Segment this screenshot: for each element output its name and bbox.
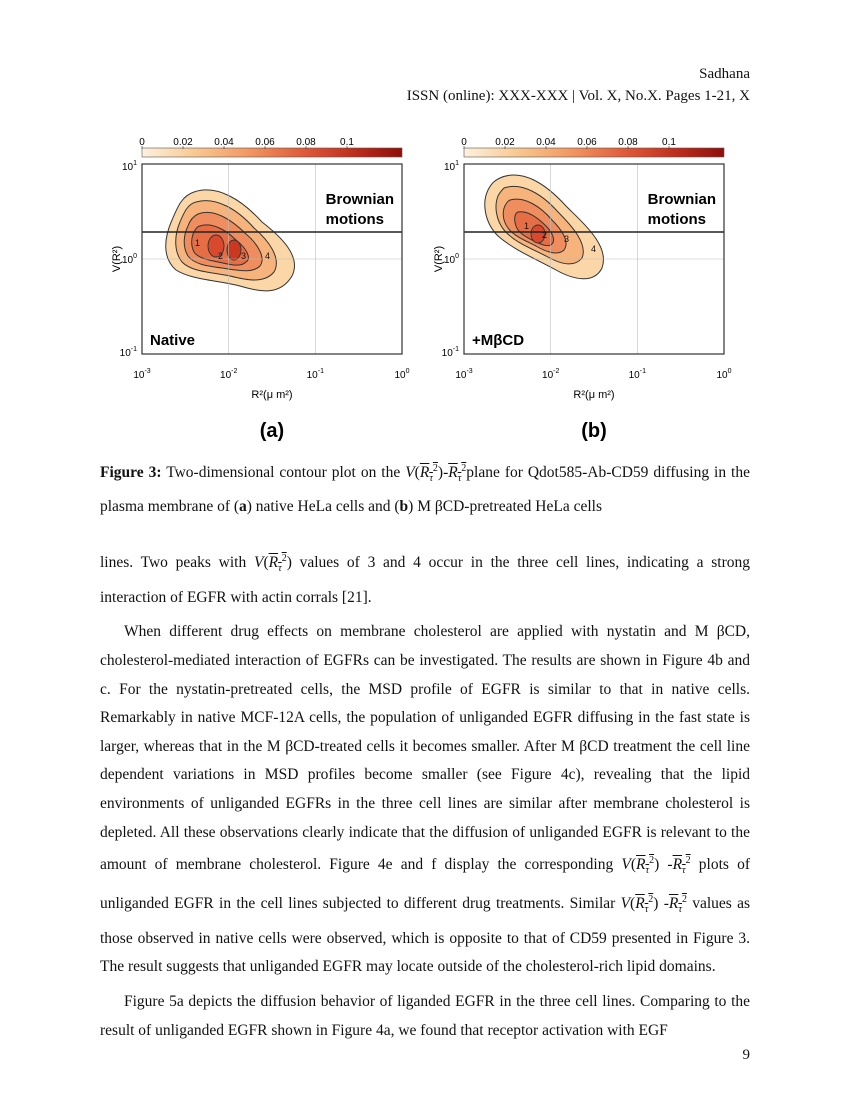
colorbar-tick-label: 0 <box>461 137 467 148</box>
peak-label-2: 2 <box>218 251 224 261</box>
y-tick-label: $10^{-1}$ <box>119 346 137 359</box>
x-tick-label: $10^0$ <box>716 368 732 381</box>
caption-ref-a: a <box>239 498 247 516</box>
plot-area <box>142 164 402 354</box>
colorbar-tick-label: 0.06 <box>255 137 275 148</box>
page-number: 9 <box>742 1047 750 1063</box>
caption-math: $V(R_\tau^2)-R_\tau^2$ <box>405 463 467 485</box>
peak-label-1: 1 <box>195 238 201 248</box>
peak-label-4: 4 <box>591 244 597 254</box>
region-label-line2: motions <box>325 211 384 228</box>
y-axis-label: V(R²) <box>433 245 445 273</box>
y-tick-label: $10^1$ <box>121 160 137 173</box>
x-tick-label: $10^{-2}$ <box>220 368 238 381</box>
colorbar-tick-label: 0.06 <box>577 137 597 148</box>
colorbar-tick-label: 0.02 <box>173 137 193 148</box>
caption-text-2: plane for Qdot585-Ab-CD59 diffusing in the plasma membrane of ( <box>100 464 750 516</box>
y-tick-label: $10^0$ <box>121 253 137 266</box>
colorbar-tick-label: 0.04 <box>536 137 556 148</box>
y-axis-label: V(R²) <box>111 245 123 273</box>
x-tick-label: $10^{-1}$ <box>628 368 646 381</box>
colorbar-ticks <box>461 137 676 149</box>
x-tick-label: $10^{-2}$ <box>542 368 560 381</box>
colorbar-tick-label: 0.04 <box>214 137 234 148</box>
caption-label: Figure 3: <box>100 464 162 482</box>
caption-text-1: Two-dimensional contour plot on the <box>166 464 401 482</box>
peak-label-3: 3 <box>241 251 247 261</box>
colorbar <box>139 137 402 157</box>
contour-plot-native <box>112 134 442 444</box>
paragraph-2: When different drug effects on membrane cholesterol are applied with nystatin and M βCD, cholesterol-mediated interaction of EGFRs can be investigated. The results are shown in Figure 4b and c. For the nystatin-pretreated cells, the MSD profile of EGFR is similar to that in native cells. Remarkably in native MCF-12A cells, the population of unliganded EGFR diffusing in the fast state is larger, whereas that in the M βCD-treated cells it becomes smaller. After M βCD treatment the cell line dependent variations in MSD profiles become smaller (see Figure 4c), revealing that the lipid environments of unliganded EGFRs in the three cell lines are similar after membrane cholesterol is depleted. All these observations clearly indicate that the diffusion of unliganded EGFR is relevant to the amount of membrane cholesterol. Figure 4e and f display the corresponding $V(R_\tau^2)$ $-R_\tau^2$ plots of unliganded EGFR in the cell lines subjected to different drug treatments. Similar $V(R_\tau^2)$ $-R_\tau^2$ values as those observed in native cells were observed, which is opposite to that of CD59 presented in Figure 3. The result suggests that unliganded EGFR may locate outside of the cholesterol-rich lipid domains. <box>100 623 751 976</box>
caption-ref-b: b <box>399 498 409 516</box>
peak-label-1: 1 <box>524 221 530 231</box>
y-tick-label: $10^{-1}$ <box>441 346 459 359</box>
region-label-line1: Brownian <box>325 191 394 208</box>
paragraph-3: Figure 5a depicts the diffusion behavior of liganded EGFR in the three cell lines. Comparing to the result of unliganded EGFR shown in Figure 4a, we found that receptor activation with EGF <box>100 993 750 1039</box>
caption-text-4: ) M βCD-pretreated HeLa cells <box>408 498 602 516</box>
colorbar-tick-label: 0.08 <box>618 137 638 148</box>
peak-core-3 <box>227 240 241 260</box>
region-label-line2: motions <box>647 211 706 228</box>
x-tick-labels <box>133 368 409 381</box>
x-axis-label: R²(μ m²) <box>251 389 293 401</box>
colorbar-tick-label: 0.1 <box>340 137 354 148</box>
condition-label: Native <box>150 332 196 349</box>
issn-line: ISSN (online): XXX-XXX | Vol. X, No.X. Pages 1-21, X <box>406 88 750 104</box>
contour-plot-mbcd <box>434 134 764 444</box>
x-tick-label: $10^{-3}$ <box>133 368 151 381</box>
panel-label: (a) <box>259 420 285 442</box>
y-tick-label: $10^1$ <box>443 160 459 173</box>
inline-math: $V(R_\tau^2)$ $-R_\tau^2$ <box>621 855 691 877</box>
figure-caption <box>100 455 750 521</box>
paragraph-1: lines. Two peaks with $V(R_\tau^2)$ values of 3 and 4 occur in the three cell lines, indicating a strong interaction of EGFR with actin corrals [21]. <box>100 553 751 606</box>
peak-label-3: 3 <box>564 234 570 244</box>
peak-label-2: 2 <box>542 230 548 240</box>
inline-math: $V(R_\tau^2)$ <box>253 553 292 575</box>
x-axis-label: R²(μ m²) <box>573 389 615 401</box>
body-text <box>100 545 750 1045</box>
x-tick-label: $10^{-1}$ <box>306 368 324 381</box>
journal-name: Sadhana <box>699 66 750 82</box>
region-label-line1: Brownian <box>647 191 716 208</box>
colorbar <box>461 137 724 157</box>
peak-label-4: 4 <box>265 251 271 261</box>
x-tick-labels <box>455 368 731 381</box>
panel-label: (b) <box>581 420 607 442</box>
plot-area <box>464 164 724 354</box>
colorbar-tick-label: 0.08 <box>296 137 316 148</box>
colorbar-tick-label: 0.1 <box>662 137 676 148</box>
colorbar-tick-label: 0.02 <box>495 137 515 148</box>
condition-label: +MβCD <box>472 332 525 349</box>
x-tick-label: $10^0$ <box>394 368 410 381</box>
y-tick-label: $10^0$ <box>443 253 459 266</box>
x-tick-label: $10^{-3}$ <box>455 368 473 381</box>
inline-math: $V(R_\tau^2)$ $-R_\tau^2$ <box>620 894 687 916</box>
colorbar-ticks <box>139 137 354 149</box>
colorbar-tick-label: 0 <box>139 137 145 148</box>
caption-text-3: ) native HeLa cells and ( <box>246 498 400 516</box>
